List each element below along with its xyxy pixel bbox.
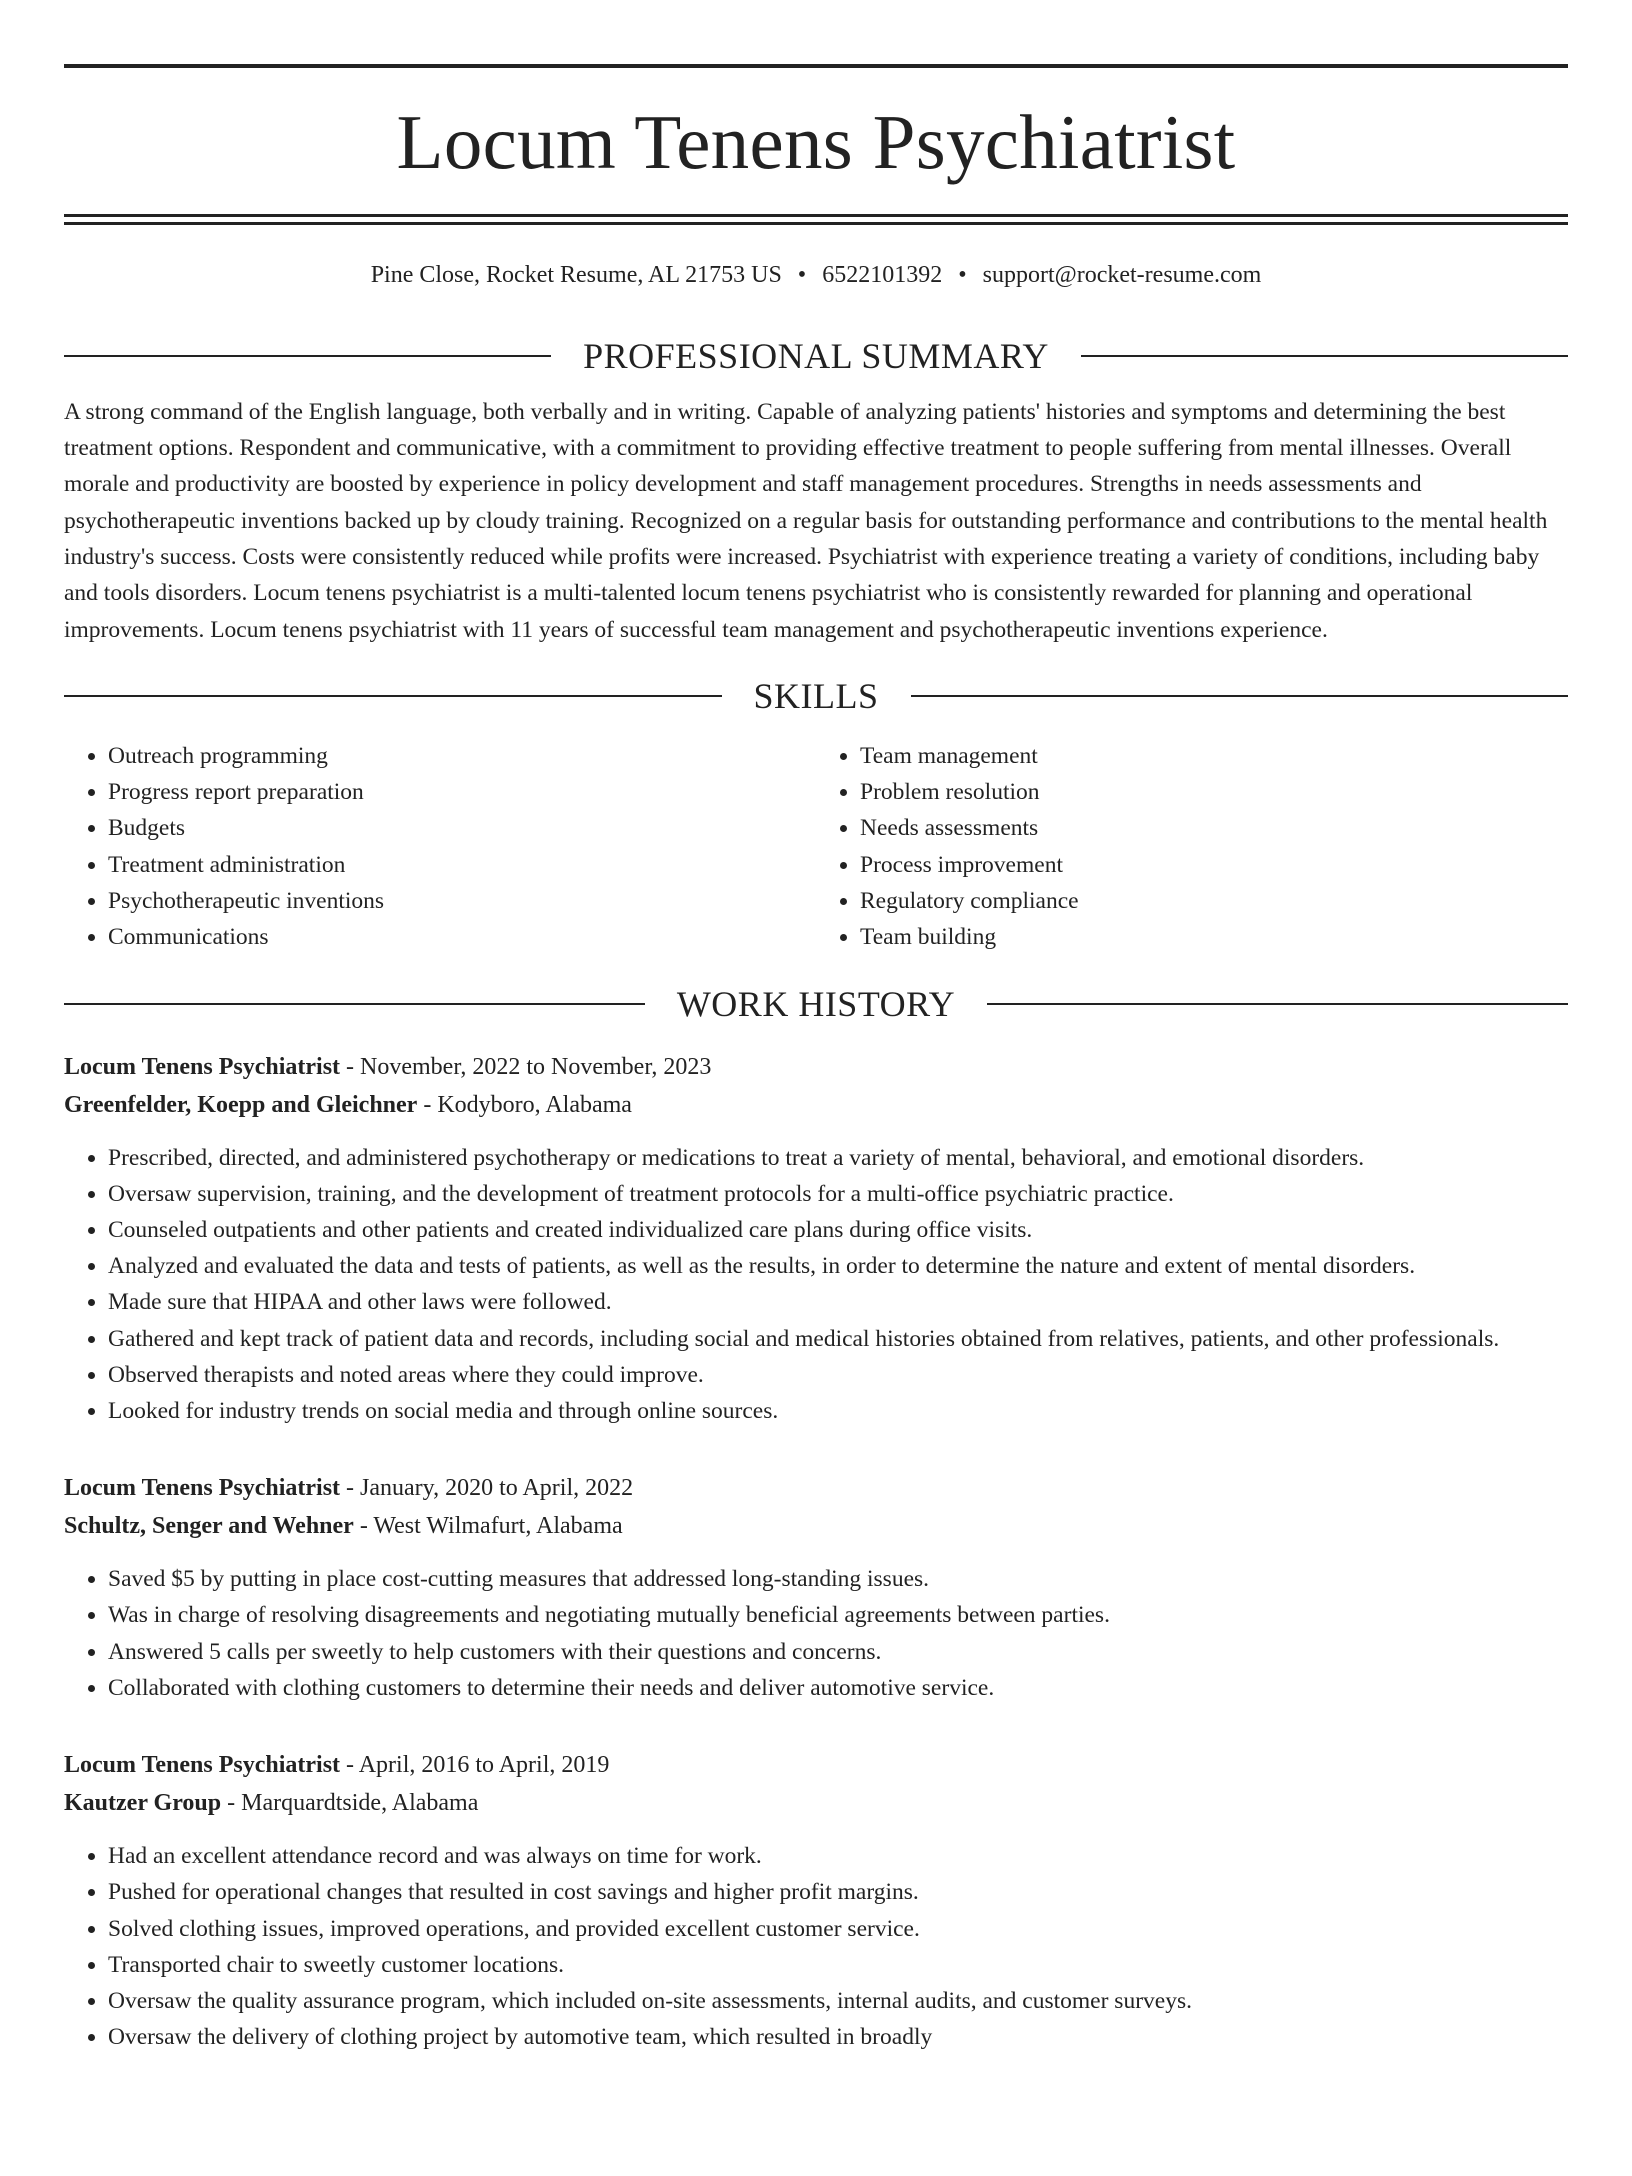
job-bullet: • Collaborated with clothing customers to determine their needs and deliver automotive service. — [108, 1670, 1568, 1706]
job-bullets — [64, 1140, 1568, 1430]
skill-item: • Problem resolution — [860, 774, 1568, 810]
job-bullet: • Was in charge of resolving disagreements and negotiating mutually beneficial agreements between parties. — [108, 1597, 1568, 1633]
heading-rule-right — [987, 1003, 1568, 1005]
job-company-line — [64, 1784, 1568, 1822]
job-bullet: • Pushed for operational changes that resulted in cost savings and higher profit margins. — [108, 1874, 1568, 1910]
job-entry — [64, 1469, 1568, 1706]
skill-item: • Treatment administration — [108, 847, 816, 883]
work-heading — [64, 983, 1568, 1024]
job-dates: - January, 2020 to April, 2022 — [340, 1475, 634, 1502]
job-location: - Kodyboro, Alabama — [417, 1091, 632, 1118]
job-bullet: • Saved $5 by putting in place cost-cutting measures that addressed long-standing issues. — [108, 1561, 1568, 1597]
job-bullet: • Had an excellent attendance record and was always on time for work. — [108, 1838, 1568, 1874]
job-bullet: • Solved clothing issues, improved operations, and provided excellent customer service. — [108, 1911, 1568, 1947]
top-rule — [64, 64, 1568, 68]
contact-email: support@rocket-resume.com — [982, 262, 1262, 288]
skill-item: • Team management — [860, 738, 1568, 774]
skill-item: • Process improvement — [860, 847, 1568, 883]
skills-columns — [64, 738, 1568, 956]
heading-rule-left — [64, 355, 551, 357]
job-title-line — [64, 1048, 1568, 1086]
job-company: Greenfelder, Koepp and Gleichner — [64, 1091, 418, 1118]
job-bullet: • Gathered and kept track of patient data and records, including social and medical histories obtained from relatives, patients, and other professionals. — [108, 1321, 1568, 1357]
contact-line — [64, 261, 1568, 290]
job-bullet: • Looked for industry trends on social media and through online sources. — [108, 1393, 1568, 1429]
skills-heading-text: SKILLS — [753, 675, 879, 716]
skill-item: • Psychotherapeutic inventions — [108, 883, 816, 919]
resume-page — [0, 64, 1632, 2176]
contact-separator: • — [958, 262, 967, 288]
job-company-line — [64, 1086, 1568, 1124]
job-title-line — [64, 1746, 1568, 1784]
job-bullets — [64, 1561, 1568, 1706]
summary-heading-text: PROFESSIONAL SUMMARY — [583, 335, 1049, 376]
job-bullet: • Oversaw supervision, training, and the development of treatment protocols for a multi-office psychiatric practice. — [108, 1176, 1568, 1212]
job-bullet: • Observed therapists and noted areas where they could improve. — [108, 1357, 1568, 1393]
job-location: - Marquardtside, Alabama — [221, 1790, 479, 1817]
job-bullet: • Counseled outpatients and other patients and created individualized care plans during office visits. — [108, 1212, 1568, 1248]
job-bullet: • Transported chair to sweetly customer locations. — [108, 1947, 1568, 1983]
job-title: Locum Tenens Psychiatrist — [64, 1475, 341, 1502]
heading-rule-left — [64, 695, 722, 697]
job-title: Locum Tenens Psychiatrist — [64, 1752, 341, 1779]
heading-rule-right — [911, 695, 1569, 697]
job-company-line — [64, 1507, 1568, 1545]
summary-text: A strong command of the English language, both verbally and in writing. Capable of analyzing patients' histories and symptoms and determining the best treatment options. Respondent and communicative, with a commitment to providing effective treatment to people suffering from mental illnesses. Overall morale and productivity are boosted by experience in policy development and staff management procedures. Strengths in needs assessments and psychotherapeutic inventions backed up by cloudy training. Recognized on a regular basis for outstanding performance and contributions to the mental health industry's success. Costs were consistently reduced while profits were increased. Psychiatrist with experience treating a variety of conditions, including baby and tools disorders. Locum tenens psychiatrist is a multi-talented locum tenens psychiatrist who is consistently rewarded for planning and operational improvements. Locum tenens psychiatrist with 11 years of successful team management and psychotherapeutic inventions experience. — [64, 398, 1548, 643]
job-location: - West Wilmafurt, Alabama — [353, 1513, 623, 1540]
job-bullet: • Prescribed, directed, and administered psychotherapy or medications to treat a variety of mental, behavioral, and emotional disorders. — [108, 1140, 1568, 1176]
skills-list-left — [64, 738, 816, 956]
job-bullet: • Analyzed and evaluated the data and tests of patients, as well as the results, in order to determine the nature and extent of mental disorders. — [108, 1248, 1568, 1284]
skills-heading — [64, 675, 1568, 716]
heading-rule-left — [64, 1003, 645, 1005]
job-bullet: • Oversaw the delivery of clothing project by automotive team, which resulted in broadly — [108, 2019, 1568, 2055]
job-bullet: • Oversaw the quality assurance program, which included on-site assessments, internal audits, and customer surveys. — [108, 1983, 1568, 2019]
skill-item: • Communications — [108, 919, 816, 955]
work-heading-text: WORK HISTORY — [676, 983, 956, 1024]
job-bullets — [64, 1838, 1568, 2055]
job-company: Kautzer Group — [64, 1790, 222, 1817]
resume-title: Locum Tenens Psychiatrist — [396, 99, 1236, 185]
summary-heading — [64, 335, 1568, 376]
heading-rule-right — [1081, 355, 1568, 357]
job-entry — [64, 1048, 1568, 1430]
job-title-line — [64, 1469, 1568, 1507]
job-entry — [64, 1746, 1568, 2055]
skill-item: • Team building — [860, 919, 1568, 955]
job-dates: - April, 2016 to April, 2019 — [340, 1752, 610, 1779]
job-title: Locum Tenens Psychiatrist — [64, 1053, 341, 1080]
contact-address: Pine Close, Rocket Resume, AL 21753 US — [370, 262, 782, 288]
skill-item: • Progress report preparation — [108, 774, 816, 810]
skills-list-right — [816, 738, 1568, 956]
contact-phone: 6522101392 — [822, 262, 943, 288]
title-double-rule — [64, 214, 1568, 225]
skill-item: • Outreach programming — [108, 738, 816, 774]
skill-item: • Regulatory compliance — [860, 883, 1568, 919]
job-dates: - November, 2022 to November, 2023 — [340, 1053, 712, 1080]
job-company: Schultz, Senger and Wehner — [64, 1513, 354, 1540]
job-bullet: • Answered 5 calls per sweetly to help customers with their questions and concerns. — [108, 1634, 1568, 1670]
job-bullet: • Made sure that HIPAA and other laws were followed. — [108, 1284, 1568, 1320]
contact-separator: • — [797, 262, 807, 288]
skill-item: • Budgets — [108, 810, 816, 846]
skill-item: • Needs assessments — [860, 810, 1568, 846]
